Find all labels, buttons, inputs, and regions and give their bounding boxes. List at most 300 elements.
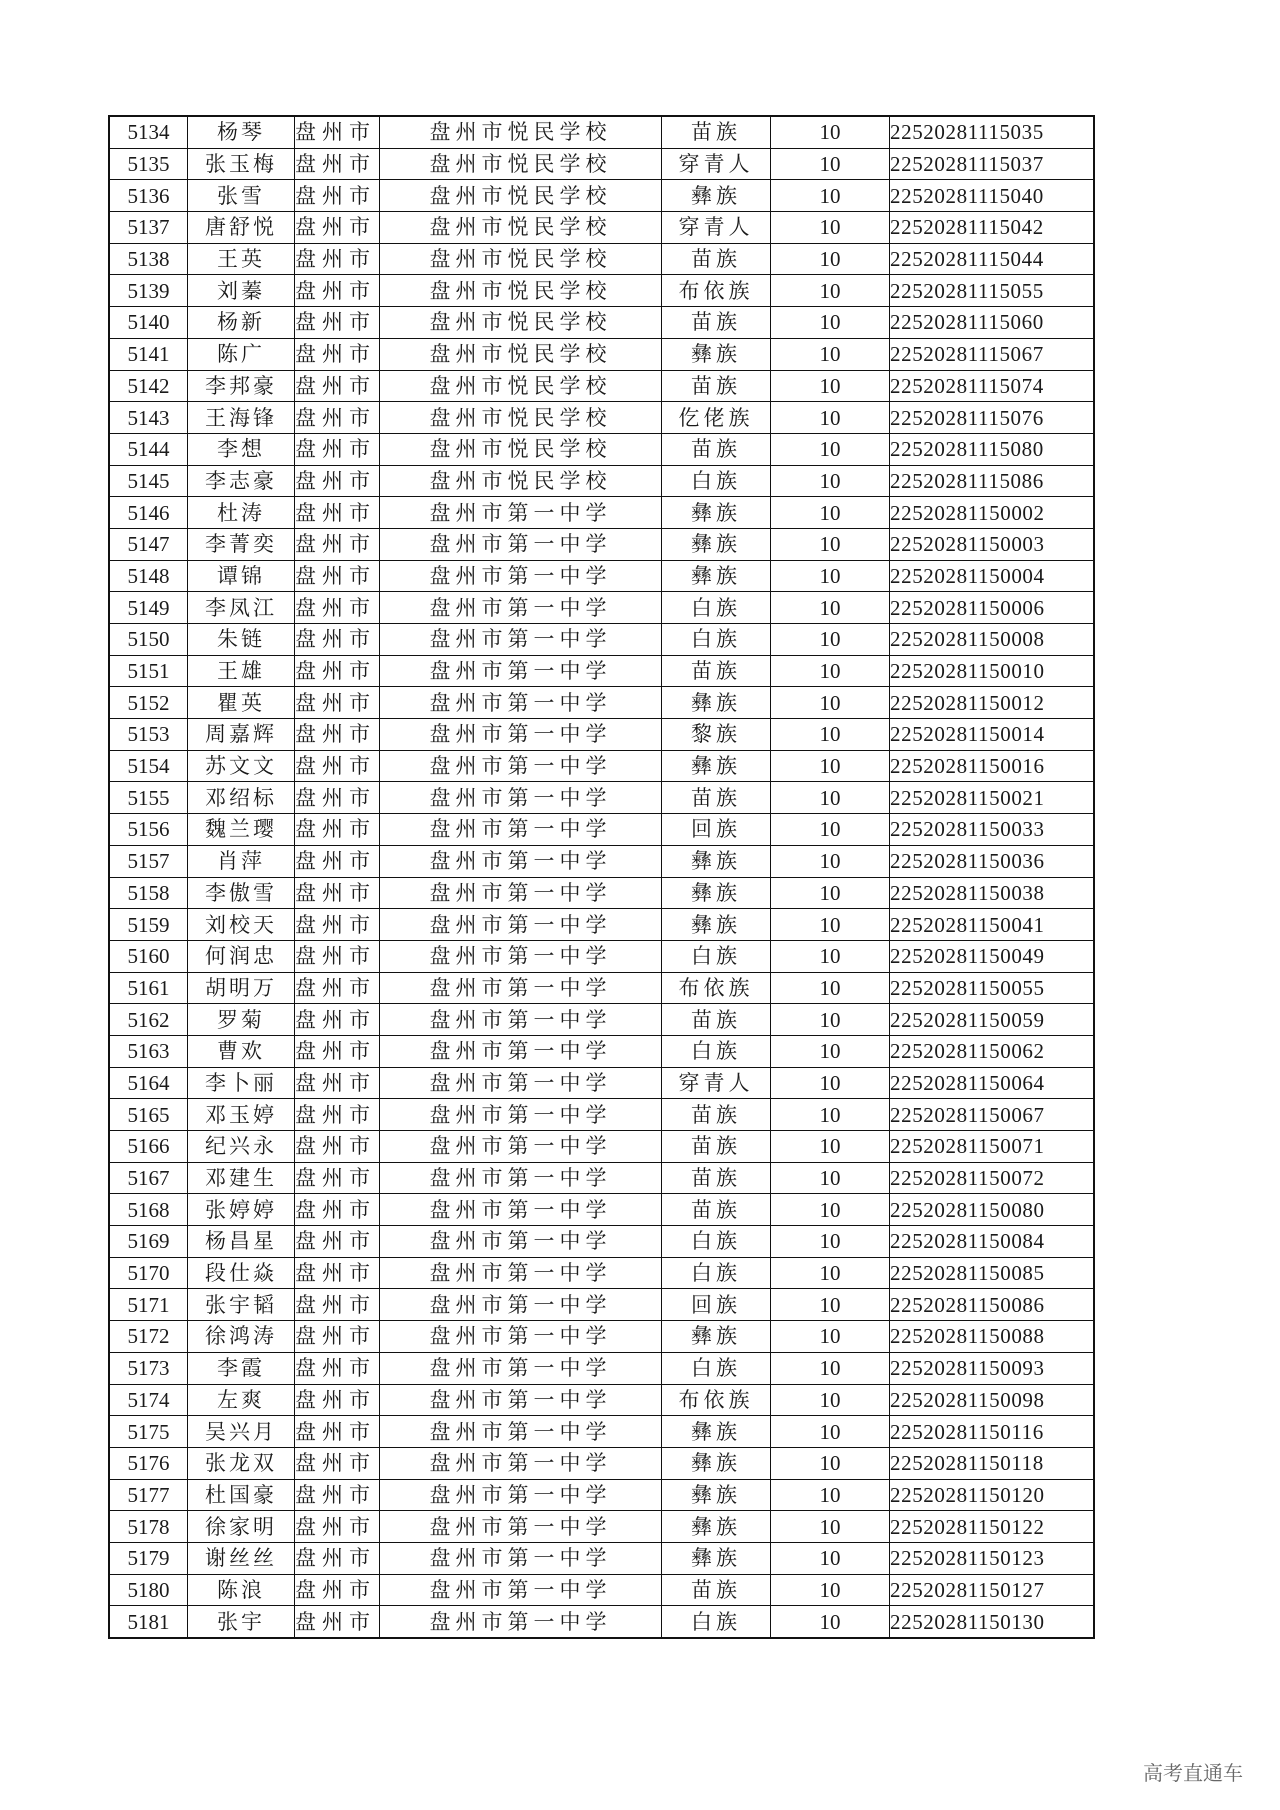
school-cell: 盘州市第一中学 xyxy=(380,1162,662,1194)
county-cell: 盘州市 xyxy=(295,940,380,972)
row-number-cell: 5146 xyxy=(109,497,188,529)
student-name-cell: 徐家明 xyxy=(188,1511,295,1543)
row-number-cell: 5139 xyxy=(109,275,188,307)
table-row xyxy=(109,528,1094,560)
bonus-score-cell: 10 xyxy=(771,877,890,909)
bonus-score-cell: 10 xyxy=(771,1352,890,1384)
county-cell: 盘州市 xyxy=(295,1542,380,1574)
student-name-cell: 张宇韬 xyxy=(188,1289,295,1321)
school-cell: 盘州市第一中学 xyxy=(380,687,662,719)
school-cell: 盘州市悦民学校 xyxy=(380,212,662,244)
ethnicity-cell: 白族 xyxy=(662,624,771,656)
exam-id-cell: 22520281150041 xyxy=(890,909,1095,941)
exam-id-cell: 22520281150071 xyxy=(890,1131,1095,1163)
exam-id-cell: 22520281150098 xyxy=(890,1384,1095,1416)
table-row xyxy=(109,275,1094,307)
school-cell: 盘州市悦民学校 xyxy=(380,465,662,497)
county-cell: 盘州市 xyxy=(295,116,380,148)
school-cell: 盘州市第一中学 xyxy=(380,1067,662,1099)
exam-id-cell: 22520281150021 xyxy=(890,782,1095,814)
county-cell: 盘州市 xyxy=(295,528,380,560)
county-cell: 盘州市 xyxy=(295,592,380,624)
ethnicity-cell: 布依族 xyxy=(662,972,771,1004)
school-cell: 盘州市第一中学 xyxy=(380,560,662,592)
watermark-text: 高考直通车 xyxy=(1143,1761,1243,1785)
county-cell: 盘州市 xyxy=(295,655,380,687)
student-name-cell: 魏兰璎 xyxy=(188,814,295,846)
ethnicity-cell: 彝族 xyxy=(662,1321,771,1353)
school-cell: 盘州市第一中学 xyxy=(380,624,662,656)
bonus-score-cell: 10 xyxy=(771,1447,890,1479)
row-number-cell: 5169 xyxy=(109,1226,188,1258)
county-cell: 盘州市 xyxy=(295,497,380,529)
student-name-cell: 李凤江 xyxy=(188,592,295,624)
table-row xyxy=(109,1004,1094,1036)
ethnicity-cell: 彝族 xyxy=(662,560,771,592)
row-number-cell: 5153 xyxy=(109,719,188,751)
row-number-cell: 5170 xyxy=(109,1257,188,1289)
exam-id-cell: 22520281115042 xyxy=(890,212,1095,244)
exam-id-cell: 22520281150118 xyxy=(890,1447,1095,1479)
exam-id-cell: 22520281150123 xyxy=(890,1542,1095,1574)
county-cell: 盘州市 xyxy=(295,1321,380,1353)
exam-id-cell: 22520281150002 xyxy=(890,497,1095,529)
exam-id-cell: 22520281150072 xyxy=(890,1162,1095,1194)
student-name-cell: 李想 xyxy=(188,433,295,465)
table-row xyxy=(109,1416,1094,1448)
student-name-cell: 苏文文 xyxy=(188,750,295,782)
table-row xyxy=(109,1606,1094,1638)
student-name-cell: 谭锦 xyxy=(188,560,295,592)
row-number-cell: 5165 xyxy=(109,1099,188,1131)
table-row xyxy=(109,624,1094,656)
table-row xyxy=(109,1067,1094,1099)
school-cell: 盘州市悦民学校 xyxy=(380,275,662,307)
ethnicity-cell: 白族 xyxy=(662,940,771,972)
student-name-cell: 张宇 xyxy=(188,1606,295,1638)
ethnicity-cell: 彝族 xyxy=(662,909,771,941)
county-cell: 盘州市 xyxy=(295,402,380,434)
exam-id-cell: 22520281115044 xyxy=(890,243,1095,275)
bonus-score-cell: 10 xyxy=(771,212,890,244)
county-cell: 盘州市 xyxy=(295,1416,380,1448)
row-number-cell: 5178 xyxy=(109,1511,188,1543)
county-cell: 盘州市 xyxy=(295,972,380,1004)
table-row xyxy=(109,1479,1094,1511)
bonus-score-cell: 10 xyxy=(771,655,890,687)
county-cell: 盘州市 xyxy=(295,1131,380,1163)
county-cell: 盘州市 xyxy=(295,624,380,656)
exam-id-cell: 22520281150120 xyxy=(890,1479,1095,1511)
exam-id-cell: 22520281115040 xyxy=(890,180,1095,212)
table-row xyxy=(109,972,1094,1004)
bonus-score-cell: 10 xyxy=(771,592,890,624)
bonus-score-cell: 10 xyxy=(771,1384,890,1416)
table-row xyxy=(109,560,1094,592)
school-cell: 盘州市第一中学 xyxy=(380,1099,662,1131)
exam-id-cell: 22520281115055 xyxy=(890,275,1095,307)
row-number-cell: 5142 xyxy=(109,370,188,402)
student-name-cell: 段仕焱 xyxy=(188,1257,295,1289)
exam-id-cell: 22520281115076 xyxy=(890,402,1095,434)
school-cell: 盘州市悦民学校 xyxy=(380,116,662,148)
table-row xyxy=(109,180,1094,212)
exam-id-cell: 22520281150085 xyxy=(890,1257,1095,1289)
exam-id-cell: 22520281115067 xyxy=(890,338,1095,370)
exam-id-cell: 22520281150049 xyxy=(890,940,1095,972)
school-cell: 盘州市第一中学 xyxy=(380,814,662,846)
row-number-cell: 5159 xyxy=(109,909,188,941)
table-row xyxy=(109,402,1094,434)
bonus-score-cell: 10 xyxy=(771,909,890,941)
row-number-cell: 5140 xyxy=(109,307,188,339)
row-number-cell: 5137 xyxy=(109,212,188,244)
ethnicity-cell: 回族 xyxy=(662,1289,771,1321)
student-name-cell: 谢丝丝 xyxy=(188,1542,295,1574)
student-name-cell: 邓绍标 xyxy=(188,782,295,814)
ethnicity-cell: 白族 xyxy=(662,465,771,497)
row-number-cell: 5151 xyxy=(109,655,188,687)
table-row xyxy=(109,1035,1094,1067)
student-name-cell: 曹欢 xyxy=(188,1035,295,1067)
ethnicity-cell: 苗族 xyxy=(662,1162,771,1194)
bonus-score-cell: 10 xyxy=(771,116,890,148)
table-row xyxy=(109,1226,1094,1258)
table-row xyxy=(109,433,1094,465)
ethnicity-cell: 白族 xyxy=(662,1606,771,1638)
school-cell: 盘州市第一中学 xyxy=(380,1479,662,1511)
school-cell: 盘州市第一中学 xyxy=(380,877,662,909)
row-number-cell: 5154 xyxy=(109,750,188,782)
table-row xyxy=(109,1321,1094,1353)
school-cell: 盘州市第一中学 xyxy=(380,1352,662,1384)
roster-table-body xyxy=(109,116,1094,1638)
school-cell: 盘州市第一中学 xyxy=(380,1004,662,1036)
exam-id-cell: 22520281150127 xyxy=(890,1574,1095,1606)
county-cell: 盘州市 xyxy=(295,1479,380,1511)
table-row xyxy=(109,465,1094,497)
student-name-cell: 李傲雪 xyxy=(188,877,295,909)
table-row xyxy=(109,1131,1094,1163)
exam-id-cell: 22520281150064 xyxy=(890,1067,1095,1099)
ethnicity-cell: 彝族 xyxy=(662,497,771,529)
table-row xyxy=(109,845,1094,877)
exam-id-cell: 22520281115060 xyxy=(890,307,1095,339)
ethnicity-cell: 白族 xyxy=(662,1035,771,1067)
school-cell: 盘州市第一中学 xyxy=(380,1226,662,1258)
row-number-cell: 5177 xyxy=(109,1479,188,1511)
county-cell: 盘州市 xyxy=(295,1511,380,1543)
ethnicity-cell: 彝族 xyxy=(662,1542,771,1574)
student-name-cell: 吴兴月 xyxy=(188,1416,295,1448)
bonus-score-cell: 10 xyxy=(771,1035,890,1067)
county-cell: 盘州市 xyxy=(295,338,380,370)
exam-id-cell: 22520281150055 xyxy=(890,972,1095,1004)
ethnicity-cell: 彝族 xyxy=(662,180,771,212)
ethnicity-cell: 布依族 xyxy=(662,275,771,307)
student-name-cell: 徐鸿涛 xyxy=(188,1321,295,1353)
exam-id-cell: 22520281150130 xyxy=(890,1606,1095,1638)
student-name-cell: 刘蓁 xyxy=(188,275,295,307)
school-cell: 盘州市第一中学 xyxy=(380,1257,662,1289)
ethnicity-cell: 布依族 xyxy=(662,1384,771,1416)
county-cell: 盘州市 xyxy=(295,750,380,782)
student-name-cell: 唐舒悦 xyxy=(188,212,295,244)
bonus-score-cell: 10 xyxy=(771,1542,890,1574)
row-number-cell: 5148 xyxy=(109,560,188,592)
ethnicity-cell: 白族 xyxy=(662,592,771,624)
table-row xyxy=(109,307,1094,339)
ethnicity-cell: 彝族 xyxy=(662,845,771,877)
county-cell: 盘州市 xyxy=(295,1352,380,1384)
table-row xyxy=(109,940,1094,972)
student-name-cell: 杜国豪 xyxy=(188,1479,295,1511)
school-cell: 盘州市第一中学 xyxy=(380,972,662,1004)
school-cell: 盘州市第一中学 xyxy=(380,940,662,972)
table-row xyxy=(109,592,1094,624)
ethnicity-cell: 回族 xyxy=(662,814,771,846)
ethnicity-cell: 苗族 xyxy=(662,1574,771,1606)
row-number-cell: 5136 xyxy=(109,180,188,212)
student-name-cell: 刘校天 xyxy=(188,909,295,941)
row-number-cell: 5175 xyxy=(109,1416,188,1448)
student-name-cell: 纪兴永 xyxy=(188,1131,295,1163)
table-row xyxy=(109,370,1094,402)
ethnicity-cell: 彝族 xyxy=(662,1511,771,1543)
bonus-score-cell: 10 xyxy=(771,1321,890,1353)
school-cell: 盘州市第一中学 xyxy=(380,750,662,782)
bonus-score-cell: 10 xyxy=(771,1606,890,1638)
school-cell: 盘州市第一中学 xyxy=(380,845,662,877)
row-number-cell: 5149 xyxy=(109,592,188,624)
bonus-score-cell: 10 xyxy=(771,307,890,339)
row-number-cell: 5134 xyxy=(109,116,188,148)
bonus-score-cell: 10 xyxy=(771,1004,890,1036)
county-cell: 盘州市 xyxy=(295,370,380,402)
table-row xyxy=(109,497,1094,529)
bonus-score-cell: 10 xyxy=(771,687,890,719)
student-name-cell: 王英 xyxy=(188,243,295,275)
school-cell: 盘州市第一中学 xyxy=(380,1511,662,1543)
school-cell: 盘州市悦民学校 xyxy=(380,370,662,402)
county-cell: 盘州市 xyxy=(295,1035,380,1067)
county-cell: 盘州市 xyxy=(295,687,380,719)
school-cell: 盘州市第一中学 xyxy=(380,1542,662,1574)
county-cell: 盘州市 xyxy=(295,1574,380,1606)
county-cell: 盘州市 xyxy=(295,1447,380,1479)
bonus-score-cell: 10 xyxy=(771,750,890,782)
table-row xyxy=(109,148,1094,180)
ethnicity-cell: 苗族 xyxy=(662,1099,771,1131)
bonus-score-cell: 10 xyxy=(771,528,890,560)
row-number-cell: 5173 xyxy=(109,1352,188,1384)
student-name-cell: 杜涛 xyxy=(188,497,295,529)
row-number-cell: 5141 xyxy=(109,338,188,370)
row-number-cell: 5179 xyxy=(109,1542,188,1574)
ethnicity-cell: 苗族 xyxy=(662,370,771,402)
exam-id-cell: 22520281150059 xyxy=(890,1004,1095,1036)
bonus-score-cell: 10 xyxy=(771,402,890,434)
ethnicity-cell: 穿青人 xyxy=(662,1067,771,1099)
ethnicity-cell: 仡佬族 xyxy=(662,402,771,434)
bonus-score-cell: 10 xyxy=(771,1067,890,1099)
school-cell: 盘州市第一中学 xyxy=(380,1131,662,1163)
row-number-cell: 5150 xyxy=(109,624,188,656)
school-cell: 盘州市悦民学校 xyxy=(380,180,662,212)
row-number-cell: 5168 xyxy=(109,1194,188,1226)
bonus-score-cell: 10 xyxy=(771,972,890,1004)
county-cell: 盘州市 xyxy=(295,877,380,909)
county-cell: 盘州市 xyxy=(295,212,380,244)
school-cell: 盘州市悦民学校 xyxy=(380,338,662,370)
student-name-cell: 李菁奕 xyxy=(188,528,295,560)
county-cell: 盘州市 xyxy=(295,307,380,339)
student-roster-table xyxy=(108,115,1095,1639)
school-cell: 盘州市悦民学校 xyxy=(380,243,662,275)
table-row xyxy=(109,1257,1094,1289)
school-cell: 盘州市第一中学 xyxy=(380,1416,662,1448)
bonus-score-cell: 10 xyxy=(771,243,890,275)
student-name-cell: 王雄 xyxy=(188,655,295,687)
school-cell: 盘州市第一中学 xyxy=(380,1289,662,1321)
ethnicity-cell: 苗族 xyxy=(662,1131,771,1163)
table-row xyxy=(109,782,1094,814)
student-name-cell: 邓玉婷 xyxy=(188,1099,295,1131)
student-name-cell: 瞿英 xyxy=(188,687,295,719)
bonus-score-cell: 10 xyxy=(771,940,890,972)
row-number-cell: 5144 xyxy=(109,433,188,465)
exam-id-cell: 22520281115037 xyxy=(890,148,1095,180)
student-name-cell: 杨新 xyxy=(188,307,295,339)
county-cell: 盘州市 xyxy=(295,433,380,465)
table-row xyxy=(109,1511,1094,1543)
county-cell: 盘州市 xyxy=(295,560,380,592)
bonus-score-cell: 10 xyxy=(771,275,890,307)
table-row xyxy=(109,1352,1094,1384)
row-number-cell: 5152 xyxy=(109,687,188,719)
row-number-cell: 5166 xyxy=(109,1131,188,1163)
bonus-score-cell: 10 xyxy=(771,465,890,497)
county-cell: 盘州市 xyxy=(295,1257,380,1289)
bonus-score-cell: 10 xyxy=(771,1131,890,1163)
table-row xyxy=(109,1162,1094,1194)
row-number-cell: 5135 xyxy=(109,148,188,180)
exam-id-cell: 22520281115086 xyxy=(890,465,1095,497)
student-name-cell: 李霞 xyxy=(188,1352,295,1384)
county-cell: 盘州市 xyxy=(295,909,380,941)
school-cell: 盘州市第一中学 xyxy=(380,719,662,751)
school-cell: 盘州市第一中学 xyxy=(380,1384,662,1416)
ethnicity-cell: 苗族 xyxy=(662,655,771,687)
county-cell: 盘州市 xyxy=(295,1004,380,1036)
student-name-cell: 王海锋 xyxy=(188,402,295,434)
student-name-cell: 陈广 xyxy=(188,338,295,370)
school-cell: 盘州市悦民学校 xyxy=(380,307,662,339)
exam-id-cell: 22520281150008 xyxy=(890,624,1095,656)
county-cell: 盘州市 xyxy=(295,719,380,751)
exam-id-cell: 22520281150016 xyxy=(890,750,1095,782)
row-number-cell: 5147 xyxy=(109,528,188,560)
exam-id-cell: 22520281150010 xyxy=(890,655,1095,687)
row-number-cell: 5157 xyxy=(109,845,188,877)
row-number-cell: 5156 xyxy=(109,814,188,846)
county-cell: 盘州市 xyxy=(295,782,380,814)
county-cell: 盘州市 xyxy=(295,465,380,497)
student-name-cell: 肖萍 xyxy=(188,845,295,877)
school-cell: 盘州市第一中学 xyxy=(380,592,662,624)
row-number-cell: 5138 xyxy=(109,243,188,275)
bonus-score-cell: 10 xyxy=(771,624,890,656)
county-cell: 盘州市 xyxy=(295,243,380,275)
row-number-cell: 5172 xyxy=(109,1321,188,1353)
ethnicity-cell: 彝族 xyxy=(662,1416,771,1448)
exam-id-cell: 22520281150084 xyxy=(890,1226,1095,1258)
county-cell: 盘州市 xyxy=(295,1162,380,1194)
school-cell: 盘州市第一中学 xyxy=(380,528,662,560)
table-row xyxy=(109,1289,1094,1321)
ethnicity-cell: 彝族 xyxy=(662,528,771,560)
student-name-cell: 李邦豪 xyxy=(188,370,295,402)
county-cell: 盘州市 xyxy=(295,180,380,212)
row-number-cell: 5171 xyxy=(109,1289,188,1321)
row-number-cell: 5180 xyxy=(109,1574,188,1606)
bonus-score-cell: 10 xyxy=(771,845,890,877)
row-number-cell: 5145 xyxy=(109,465,188,497)
exam-id-cell: 22520281150004 xyxy=(890,560,1095,592)
county-cell: 盘州市 xyxy=(295,1606,380,1638)
table-row xyxy=(109,687,1094,719)
exam-id-cell: 22520281150122 xyxy=(890,1511,1095,1543)
school-cell: 盘州市第一中学 xyxy=(380,1447,662,1479)
school-cell: 盘州市第一中学 xyxy=(380,655,662,687)
bonus-score-cell: 10 xyxy=(771,1099,890,1131)
bonus-score-cell: 10 xyxy=(771,180,890,212)
school-cell: 盘州市第一中学 xyxy=(380,1321,662,1353)
school-cell: 盘州市第一中学 xyxy=(380,1606,662,1638)
table-row xyxy=(109,116,1094,148)
ethnicity-cell: 穿青人 xyxy=(662,212,771,244)
exam-id-cell: 22520281150088 xyxy=(890,1321,1095,1353)
county-cell: 盘州市 xyxy=(295,1384,380,1416)
table-row xyxy=(109,655,1094,687)
exam-id-cell: 22520281115074 xyxy=(890,370,1095,402)
ethnicity-cell: 苗族 xyxy=(662,307,771,339)
exam-id-cell: 22520281150086 xyxy=(890,1289,1095,1321)
county-cell: 盘州市 xyxy=(295,1099,380,1131)
exam-id-cell: 22520281115080 xyxy=(890,433,1095,465)
school-cell: 盘州市第一中学 xyxy=(380,1194,662,1226)
bonus-score-cell: 10 xyxy=(771,1162,890,1194)
county-cell: 盘州市 xyxy=(295,1226,380,1258)
county-cell: 盘州市 xyxy=(295,1194,380,1226)
table-row xyxy=(109,1099,1094,1131)
ethnicity-cell: 苗族 xyxy=(662,243,771,275)
ethnicity-cell: 苗族 xyxy=(662,782,771,814)
school-cell: 盘州市悦民学校 xyxy=(380,148,662,180)
bonus-score-cell: 10 xyxy=(771,1416,890,1448)
table-row xyxy=(109,243,1094,275)
exam-id-cell: 22520281150067 xyxy=(890,1099,1095,1131)
row-number-cell: 5155 xyxy=(109,782,188,814)
exam-id-cell: 22520281150080 xyxy=(890,1194,1095,1226)
bonus-score-cell: 10 xyxy=(771,497,890,529)
county-cell: 盘州市 xyxy=(295,148,380,180)
table-row xyxy=(109,719,1094,751)
school-cell: 盘州市悦民学校 xyxy=(380,402,662,434)
table-row xyxy=(109,814,1094,846)
row-number-cell: 5163 xyxy=(109,1035,188,1067)
student-name-cell: 陈浪 xyxy=(188,1574,295,1606)
